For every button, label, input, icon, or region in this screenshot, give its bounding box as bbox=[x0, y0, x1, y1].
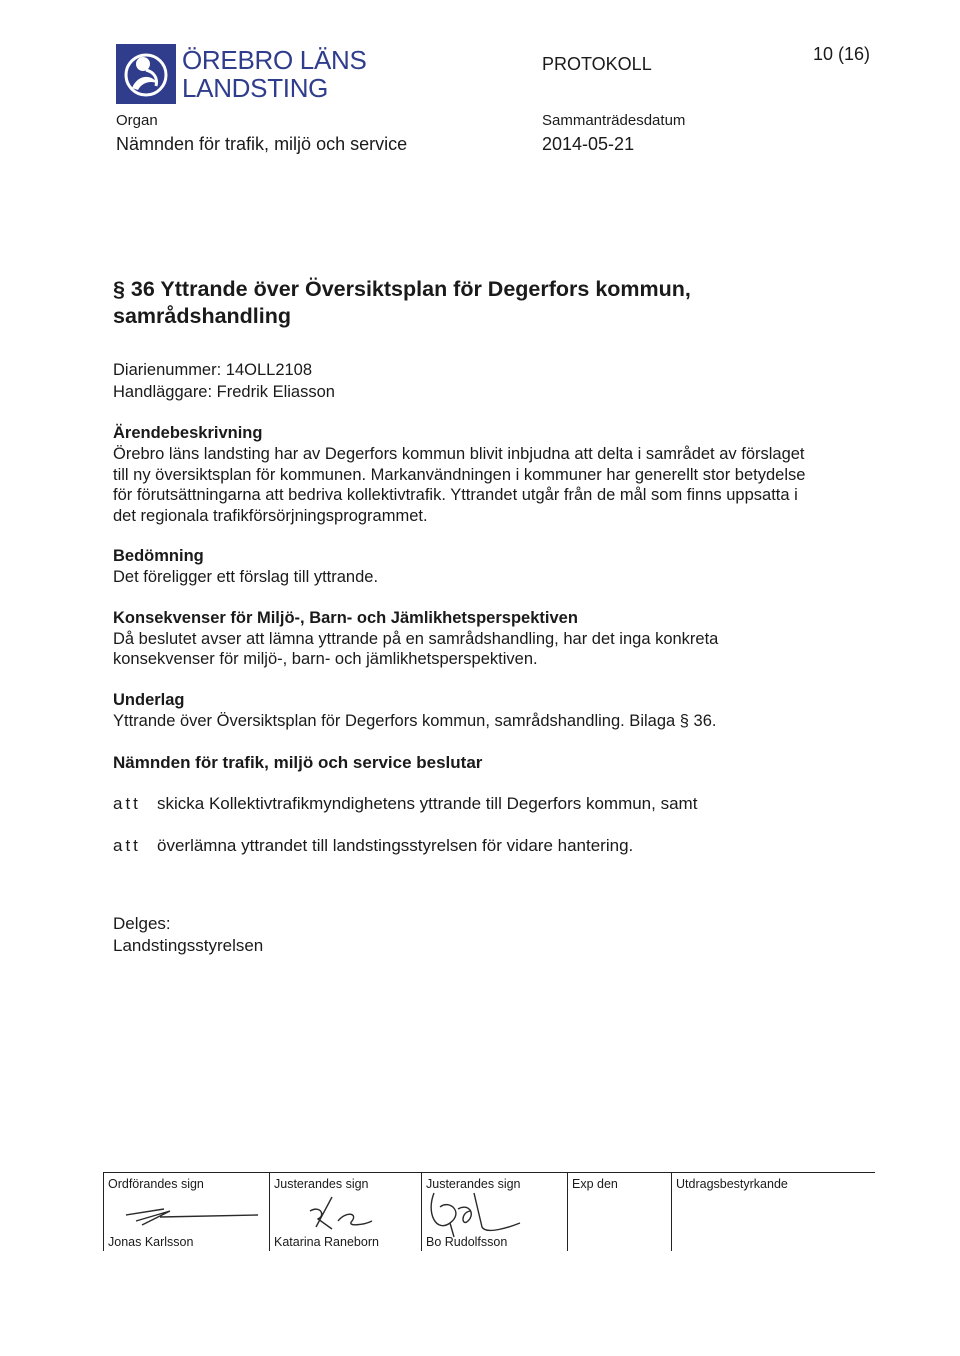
section-heading: Konsekvenser för Miljö-, Barn- och Jämlikhetsperspektiven bbox=[113, 608, 578, 627]
logo-emblem-icon bbox=[116, 44, 176, 104]
logo-text-line1: ÖREBRO LÄNS bbox=[182, 45, 367, 75]
decision-text: skicka Kollektivtrafikmyndighetens yttrande till Degerfors kommun, samt bbox=[157, 794, 698, 813]
section-text bbox=[113, 444, 873, 526]
text-line: Det föreligger ett förslag till yttrande. bbox=[113, 568, 379, 586]
item-title-line2: samrådshandling bbox=[113, 304, 292, 328]
signature-label: Exp den bbox=[572, 1177, 618, 1191]
signature-table bbox=[103, 1172, 875, 1253]
item-title bbox=[113, 276, 873, 330]
section-bedomning bbox=[113, 546, 873, 588]
text-line: för förutsättningarna att bedriva kollektivtrafik. Yttrandet utgår från de mål som finns uppsatta i bbox=[113, 486, 798, 504]
section-heading: Ärendebeskrivning bbox=[113, 424, 263, 442]
decision-item bbox=[113, 835, 873, 857]
delges-block bbox=[113, 913, 873, 957]
item-title-line1: § 36 Yttrande över Översiktsplan för Degerfors kommun, bbox=[113, 277, 691, 301]
document-type: PROTOKOLL bbox=[542, 54, 652, 74]
section-text bbox=[113, 629, 873, 670]
case-meta bbox=[113, 359, 873, 403]
att-word: att bbox=[113, 836, 141, 855]
signature-cell-exp-den bbox=[567, 1173, 672, 1251]
section-arendebeskrivning bbox=[113, 423, 873, 526]
text-line: konsekvenser för miljö-, barn- och jämlikhetsperspektiven. bbox=[113, 650, 538, 668]
handwritten-signature-icon bbox=[424, 1183, 544, 1239]
section-heading: Bedömning bbox=[113, 547, 204, 565]
logo-wordmark bbox=[182, 46, 367, 102]
signature-cell-ordforande bbox=[103, 1173, 270, 1251]
signature-label: Utdragsbestyrkande bbox=[676, 1177, 788, 1191]
decision-text: överlämna yttrandet till landstingsstyrelsen för vidare hantering. bbox=[157, 836, 634, 855]
signature-label: Justerandes sign bbox=[274, 1177, 369, 1191]
signature-cell-justerande-2 bbox=[421, 1173, 568, 1251]
text-line: Örebro läns landsting har av Degerfors kommun blivit inbjudna att delta i samrådet av förslaget bbox=[113, 445, 805, 463]
signatory-name: Katarina Raneborn bbox=[274, 1235, 379, 1249]
protocol-body bbox=[113, 276, 873, 957]
meeting-date-label: Sammanträdesdatum bbox=[542, 112, 686, 129]
decision-heading: Nämnden för trafik, miljö och service beslutar bbox=[113, 753, 483, 772]
signature-label: Ordförandes sign bbox=[108, 1177, 204, 1191]
organ-value: Nämnden för trafik, miljö och service bbox=[116, 134, 408, 154]
signature-cell-justerande-1 bbox=[269, 1173, 422, 1251]
signature-label: Justerandes sign bbox=[426, 1177, 521, 1191]
section-konsekvenser bbox=[113, 608, 873, 670]
att-word: att bbox=[113, 794, 141, 813]
text-line: till ny översiktsplan för kommunen. Markanvändningen i kommuner har generellt stor betydelse bbox=[113, 465, 806, 484]
organ-label: Organ bbox=[116, 112, 158, 129]
section-heading: Underlag bbox=[113, 690, 185, 709]
section-text bbox=[113, 567, 873, 588]
text-line: Yttrande över Översiktsplan för Degerfors kommun, samrådshandling. Bilaga § 36. bbox=[113, 711, 717, 730]
handwritten-signature-icon bbox=[112, 1195, 262, 1231]
signatory-name: Bo Rudolfsson bbox=[426, 1235, 508, 1249]
handwritten-signature-icon bbox=[280, 1191, 400, 1235]
delges-label: Delges: bbox=[113, 914, 171, 933]
meeting-date-value: 2014-05-21 bbox=[542, 134, 635, 154]
decision-item bbox=[113, 793, 873, 815]
signature-cell-utdragsbestyrkande bbox=[671, 1173, 876, 1251]
diarienummer: Diarienummer: 14OLL2108 bbox=[113, 361, 313, 379]
handlaggare: Handläggare: Fredrik Eliasson bbox=[113, 383, 335, 401]
delges-value: Landstingsstyrelsen bbox=[113, 936, 264, 955]
text-line: Då beslutet avser att lämna yttrande på en samrådshandling, har det inga konkreta bbox=[113, 629, 719, 648]
text-line: det regionala trafikförsörjningsprogrammet. bbox=[113, 506, 428, 525]
section-underlag bbox=[113, 690, 873, 732]
section-text bbox=[113, 711, 873, 732]
signatory-name: Jonas Karlsson bbox=[108, 1235, 194, 1249]
page-number: 10 (16) bbox=[813, 44, 871, 64]
landsting-logo bbox=[116, 44, 176, 104]
logo-text-line2: LANDSTING bbox=[182, 73, 329, 103]
